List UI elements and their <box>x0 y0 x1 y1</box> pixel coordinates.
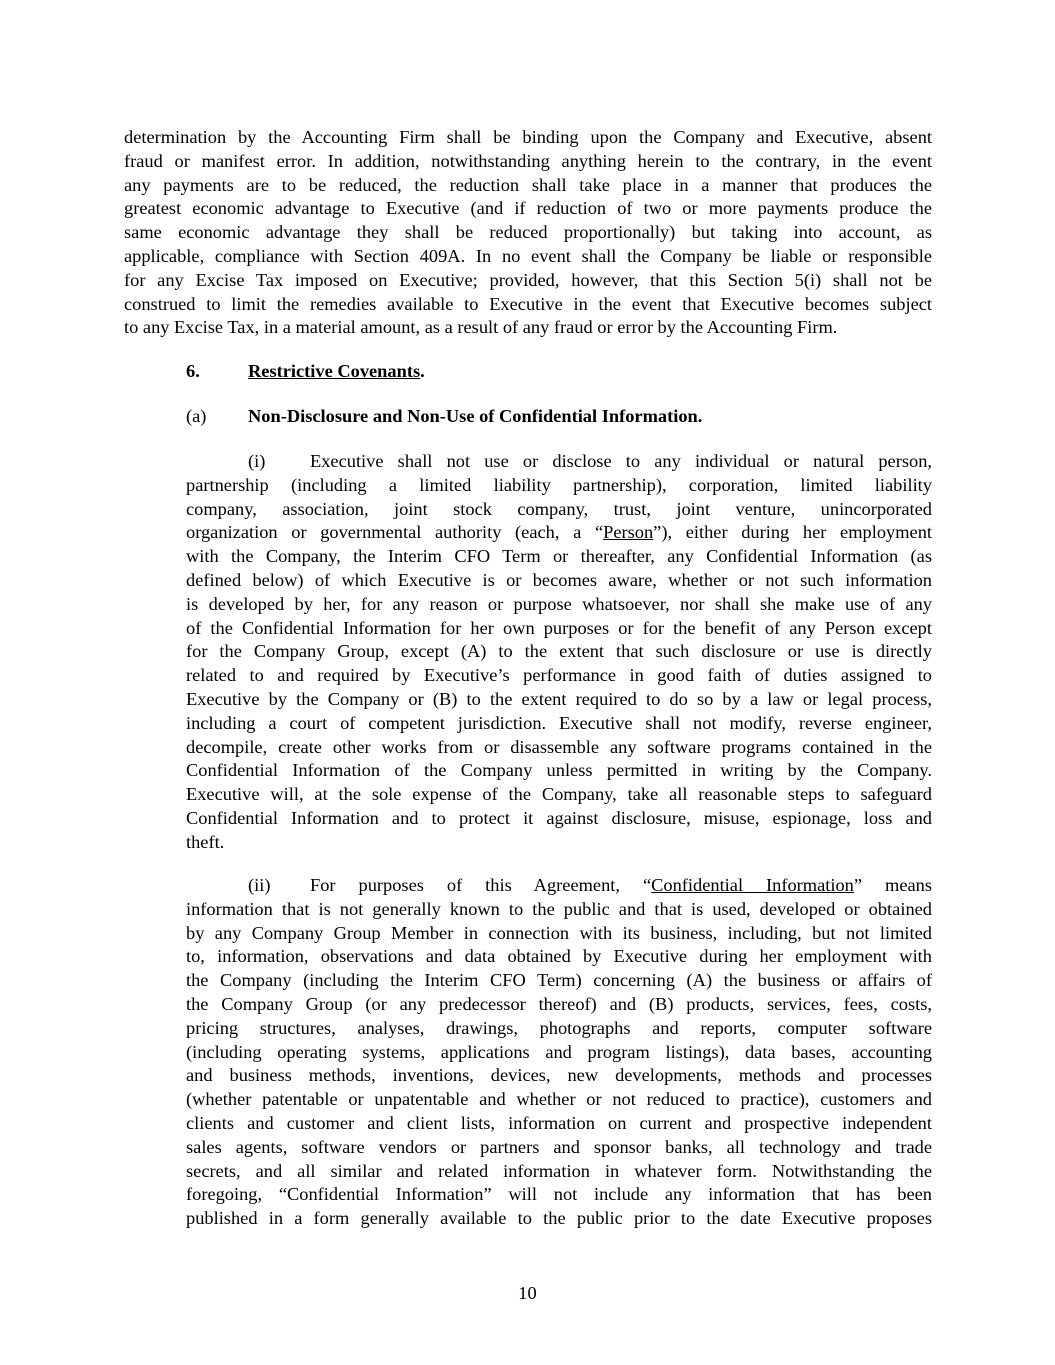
text-line: including a court of competent jurisdiction. Executive shall not modify, reverse engineer, <box>186 712 932 733</box>
text-line: same economic advantage they shall be reduced proportionally) but taking into account, as <box>124 222 932 243</box>
text-line: pricing structures, analyses, drawings, photographs and reports, computer software <box>186 1017 932 1038</box>
text-line: foregoing, “Confidential Information” will not include any information that has been <box>186 1184 932 1205</box>
text-line: related to and required by Executive’s performance in good faith of duties assigned to <box>186 665 932 686</box>
subsection-title: Non-Disclosure and Non-Use of Confidential Information. <box>248 406 703 426</box>
text-line: determination by the Accounting Firm shall be binding upon the Company and Executive, absent <box>124 127 932 147</box>
text-line: organization or governmental authority (each, a “Person”), either during her employment <box>186 522 932 543</box>
text-line: greatest economic advantage to Executive (and if reduction of two or more payments produce the <box>124 198 932 219</box>
text-line: company, association, joint stock company, trust, joint venture, unincorporated <box>186 498 932 519</box>
section-title-suffix: . <box>420 361 425 381</box>
text-line: Executive by the Company or (B) to the extent required to do so by a law or legal process, <box>186 688 932 709</box>
text-line: sales agents, software vendors or partners and sponsor banks, all technology and trade <box>186 1136 932 1157</box>
subsection-label: (a) <box>186 406 207 426</box>
text-line: of the Confidential Information for her own purposes or for the benefit of any Person except <box>186 617 932 638</box>
clause-i-label: (i) <box>248 451 266 471</box>
section-title: Restrictive Covenants <box>248 361 421 381</box>
text-line: information that is not generally known to the public and that is used, developed or obtained <box>186 898 932 919</box>
text-line: Executive will, at the sole expense of the Company, take all reasonable steps to safeguard <box>186 784 932 805</box>
subsection-a-heading <box>186 405 702 429</box>
text-line: (including operating systems, applications and program listings), data bases, accounting <box>186 1041 932 1062</box>
clause-ii-paragraph <box>186 874 932 1231</box>
text-line: is developed by her, for any reason or purpose whatsoever, nor shall she make use of any <box>186 593 932 614</box>
paragraph-continuation <box>124 126 932 340</box>
text-line: Confidential Information of the Company unless permitted in writing by the Company. <box>186 760 932 781</box>
text-line: to, information, observations and data obtained by Executive during her employment with <box>186 946 932 967</box>
text-line: the Company (including the Interim CFO Term) concerning (A) the business or affairs of <box>186 970 932 991</box>
text-line: with the Company, the Interim CFO Term or thereafter, any Confidential Information (as <box>186 546 932 567</box>
text-line: any payments are to be reduced, the reduction shall take place in a manner that produces the <box>124 174 932 195</box>
text-line: and business methods, inventions, devices, new developments, methods and processes <box>186 1065 932 1086</box>
text-line: Confidential Information and to protect it against disclosure, misuse, espionage, loss and <box>186 807 932 828</box>
clause-i-paragraph <box>186 450 932 855</box>
text-line: applicable, compliance with Section 409A. In no event shall the Company be liable or responsible <box>124 245 932 266</box>
text-line: theft. <box>186 831 225 852</box>
clause-ii-label: (ii) <box>248 875 271 895</box>
clause-i-rest <box>186 545 932 854</box>
defined-term-confidential-information: Confidential Information <box>651 875 854 895</box>
text-line: published in a form generally available to the public prior to the date Executive proposes <box>186 1208 932 1229</box>
text-line: defined below) of which Executive is or becomes aware, whether or not such information <box>186 569 932 590</box>
clause-ii-first-line: (ii) For purposes of this Agreement, “Confidential Information” means <box>186 874 932 898</box>
text-line: clients and customer and client lists, information on current and prospective independent <box>186 1112 932 1133</box>
defined-term-person: Person <box>603 522 654 543</box>
text-line: to any Excise Tax, in a material amount, as a result of any fraud or error by the Accounting Firm. <box>124 317 838 338</box>
text-line: for the Company Group, except (A) to the extent that such disclosure or use is directly <box>186 641 932 662</box>
clause-i-first-line: (i) Executive shall not use or disclose to any individual or natural person, <box>186 450 932 474</box>
text-line: the Company Group (or any predecessor thereof) and (B) products, services, fees, costs, <box>186 993 932 1014</box>
text-line: (whether patentable or unpatentable and whether or not reduced to practice), customers and <box>186 1089 932 1110</box>
text-line: construed to limit the remedies available to Executive in the event that Executive becomes subject <box>124 293 932 314</box>
section-number: 6. <box>186 361 200 381</box>
text-line: fraud or manifest error. In addition, notwithstanding anything herein to the contrary, in the event <box>124 150 932 171</box>
page-number: 10 <box>518 1283 537 1303</box>
text-line: for any Excise Tax imposed on Executive; provided, however, that this Section 5(i) shall not be <box>124 269 932 290</box>
clause-ii-rest <box>186 898 932 1231</box>
text-line: by any Company Group Member in connection with its business, including, but not limited <box>186 922 932 943</box>
text-line: partnership (including a limited liability partnership), corporation, limited liability <box>186 474 932 495</box>
text-line: decompile, create other works from or disassemble any software programs contained in the <box>186 736 932 757</box>
text-line: secrets, and all similar and related information in whatever form. Notwithstanding the <box>186 1160 932 1181</box>
section-6-heading <box>186 360 425 384</box>
